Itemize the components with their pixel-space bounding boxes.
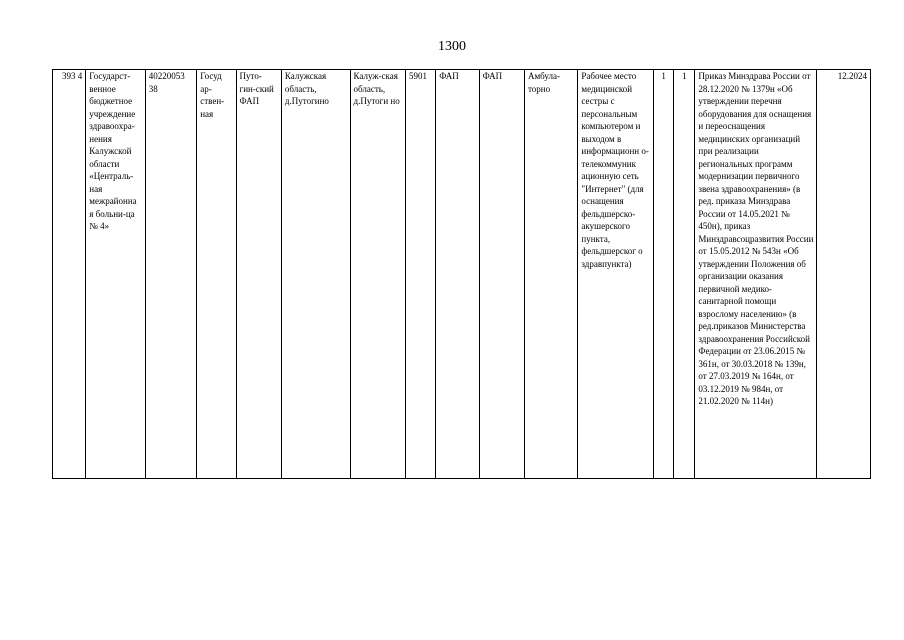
- legal-address: Калужская область, д.Путогино: [281, 70, 350, 479]
- institution-name: Государст-венное бюджетное учреждение здравоохра-нения Калужской области «Централь-ная межрайонна я больни-ца № 4»: [86, 70, 146, 479]
- equipment-table: [52, 69, 871, 479]
- care-type: Амбула-торно: [524, 70, 577, 479]
- regulation-reference: Приказ Минздрава России от 28.12.2020 № 1379н «Об утверждении перечня оборудования для оснащения и переоснащения медицинских организаций при реализации региональных программ модернизации первичного звена здравоохранения» (в ред. приказа Минздрава России от 14.05.2021 № 450н), приказ Минздравсоцразвития России от 15.05.2012 № 543н «Об утверждении Положения об организации оказания первичной медико-санитарной помощи взрослому населению» (в ред.приказов Министерства здравоохранения Российской Федерации от 23.06.2015 № 361н, от 30.03.2018 № 139н, от 27.03.2019 № 164н, от 03.12.2019 № 984н, от 21.02.2020 № 114н): [695, 70, 817, 479]
- unit-type: ФАП: [436, 70, 479, 479]
- quantity-required: 1: [654, 70, 674, 479]
- row-number: 393 4: [53, 70, 86, 479]
- ownership-form: Госуд ар-ствен-ная: [197, 70, 236, 479]
- institution-code: 40220053 38: [145, 70, 196, 479]
- unit-subtype: ФАП: [479, 70, 524, 479]
- equipment-description: Рабочее место медицинской сестры с персональным компьютером и выходом в информационн о-телекоммуник ационную сеть "Интернет" (для оснащения фельдшерско-акушерского пункта, фельдшерског о здравпункта): [578, 70, 654, 479]
- actual-address: Калуж-ская область, д.Путоги но: [350, 70, 405, 479]
- quantity-planned: 1: [674, 70, 695, 479]
- table-row: [53, 70, 871, 479]
- deadline-date: 12.2024: [817, 70, 871, 479]
- page-number: 1300: [438, 39, 466, 54]
- facility-name: Путо-гин-ский ФАП: [236, 70, 281, 479]
- facility-code: 5901: [405, 70, 435, 479]
